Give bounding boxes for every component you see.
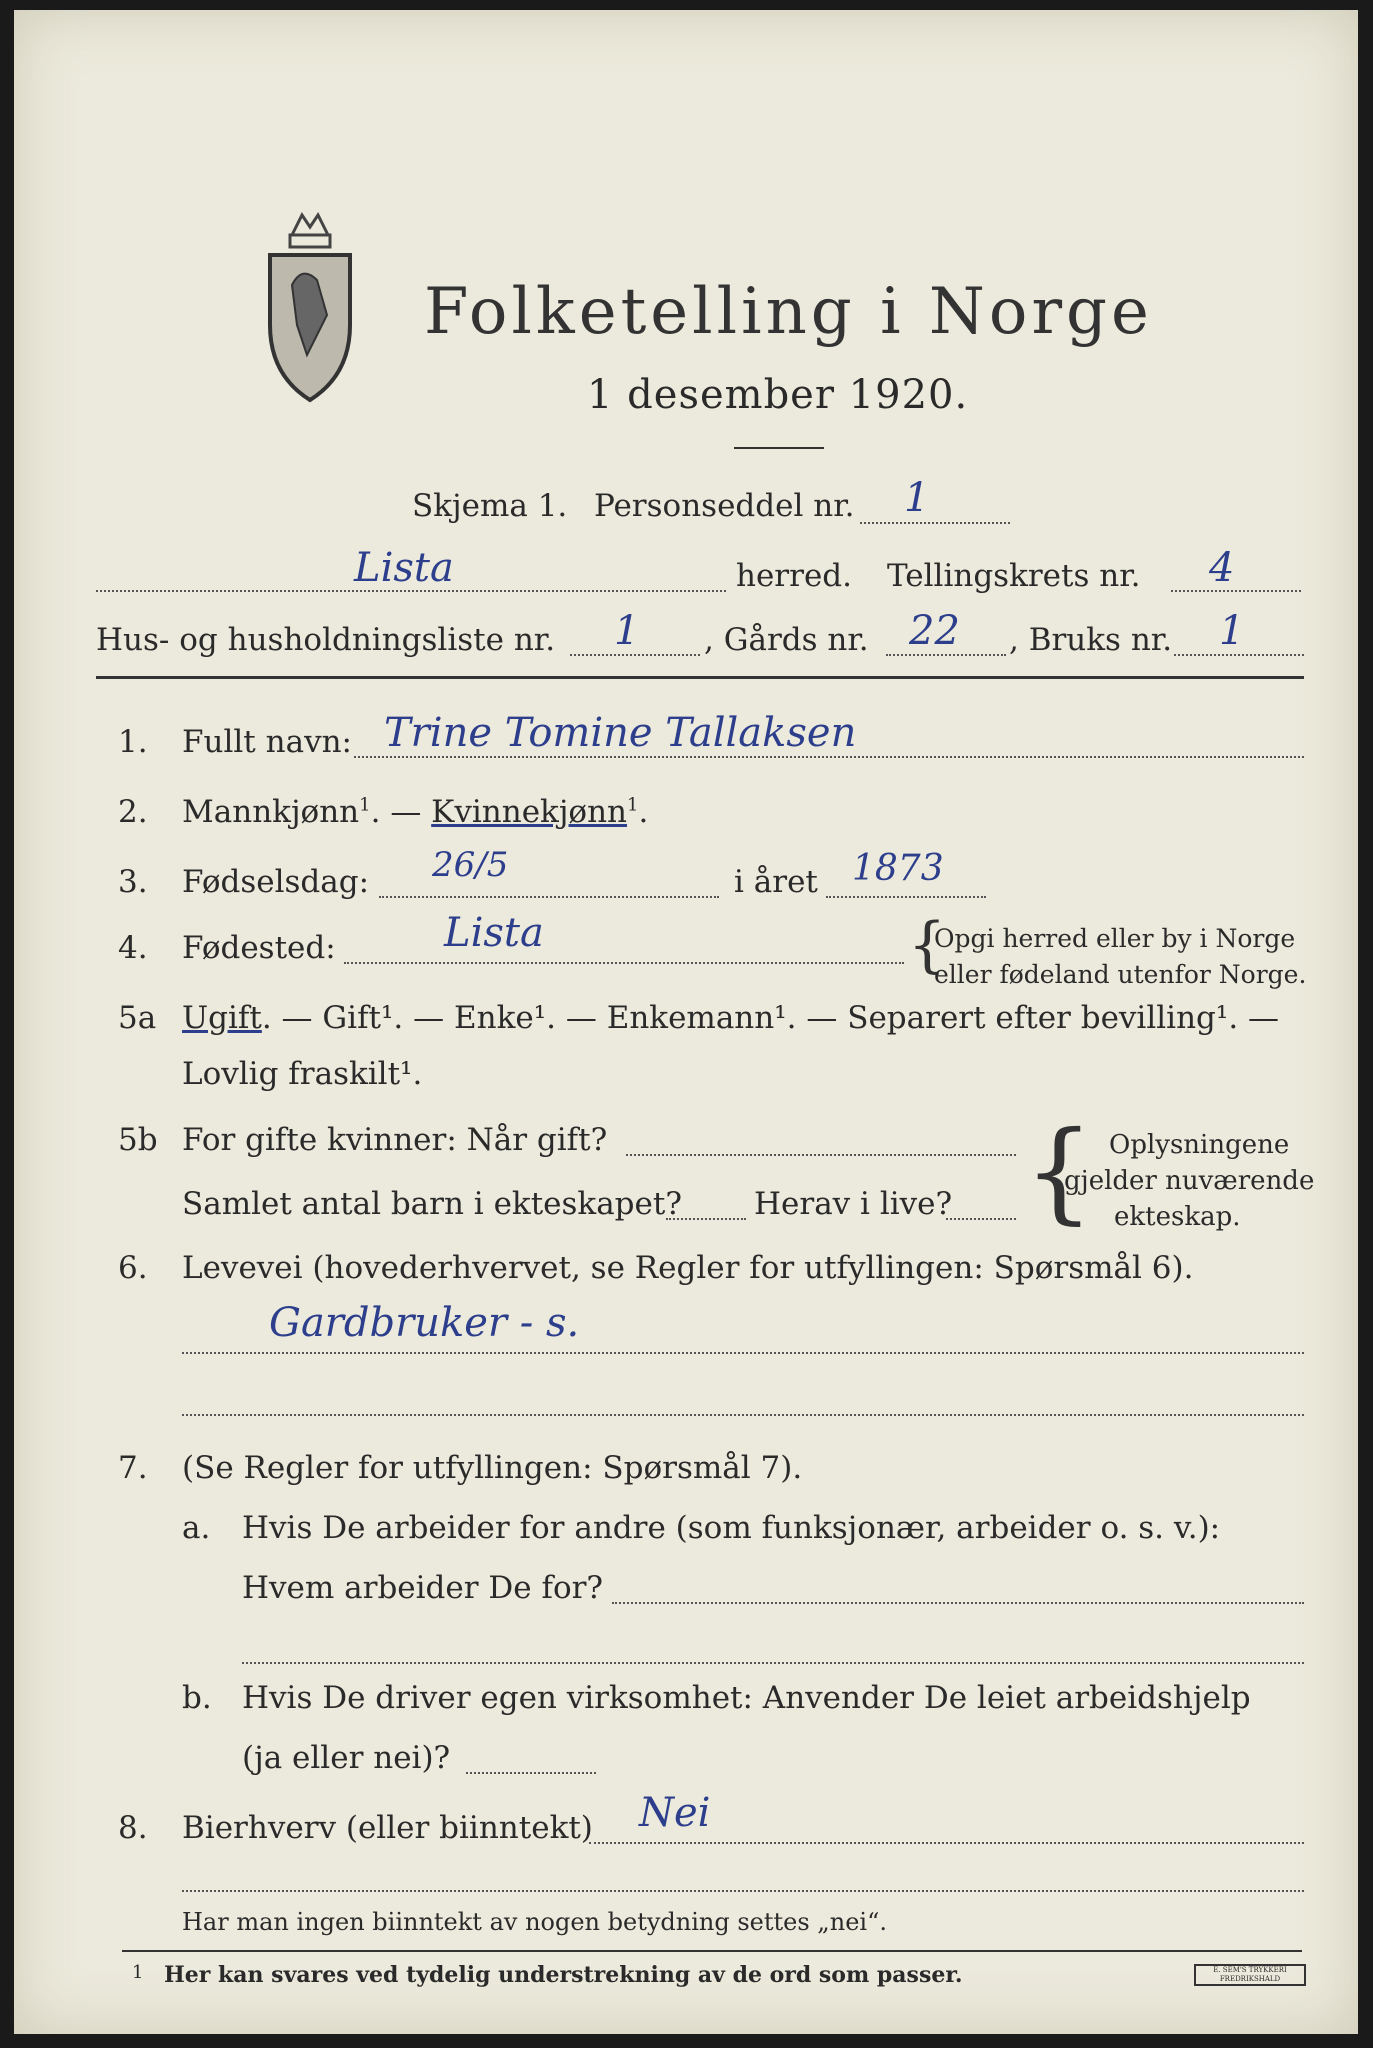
- footer-note: Har man ingen biinntekt av nogen betydning settes „nei“.: [182, 1908, 887, 1936]
- herred-label: herred.: [736, 558, 852, 594]
- q5a-ugift[interactable]: Ugift: [182, 1000, 262, 1036]
- footnote: Her kan svares ved tydelig understrekning av de ord som passer.: [164, 1962, 963, 1988]
- q7a-letter: a.: [182, 1510, 211, 1546]
- q1-label: Fullt navn:: [182, 724, 352, 760]
- q2-female[interactable]: Kvinnekjønn: [431, 794, 628, 830]
- q5b-children-label: Samlet antal barn i ekteskapet?: [182, 1186, 682, 1222]
- schema-label: Skjema 1.: [412, 488, 568, 524]
- personseddel-dots: [860, 522, 1010, 524]
- q5b-brace: {: [1024, 1107, 1094, 1235]
- q7a-line1: Hvis De arbeider for andre (som funksjonær, arbeider o. s. v.):: [242, 1510, 1221, 1546]
- q5a-number: 5a: [118, 1000, 157, 1036]
- herred-value[interactable]: Lista: [354, 545, 454, 591]
- q4-dots: [344, 962, 904, 964]
- tellingskrets-label: Tellingskrets nr.: [887, 558, 1141, 594]
- coat-of-arms-icon: [262, 205, 358, 405]
- q6-dots-1: [182, 1352, 1304, 1354]
- q8-side-income[interactable]: Nei: [639, 1790, 711, 1836]
- q6-dots-2: [182, 1414, 1304, 1416]
- printer-stamp: E. SEM'S TRYKKERI FREDRIKSHALD: [1194, 1964, 1306, 1986]
- q2-gender-line: Mannkjønn$^1$. — Kvinnekjønn$^1$.: [182, 794, 649, 830]
- hus-value[interactable]: 1: [614, 608, 640, 654]
- q6-occupation[interactable]: Gardbruker - s.: [269, 1300, 580, 1346]
- q4-brace: {: [908, 910, 947, 980]
- q5b-alive-dots: [946, 1218, 1016, 1220]
- title-divider: [734, 447, 824, 449]
- gards-value[interactable]: 22: [909, 608, 960, 654]
- q8-label: Bierhverv (eller biinntekt): [182, 1810, 593, 1846]
- bruks-value[interactable]: 1: [1219, 608, 1245, 654]
- q5b-note-3: ekteskap.: [1114, 1202, 1241, 1232]
- q5b-number: 5b: [118, 1122, 158, 1158]
- q5a-status-line: Ugift. — Gift¹. — Enke¹. — Enkemann¹. — Separert efter bevilling¹. —: [182, 1000, 1280, 1036]
- q2-male[interactable]: Mannkjønn: [182, 794, 360, 830]
- q3-label: Fødselsdag:: [182, 864, 370, 900]
- personseddel-value[interactable]: 1: [904, 475, 930, 521]
- gards-label: , Gårds nr.: [704, 622, 869, 658]
- q5b-alive-label: Herav i live?: [754, 1186, 953, 1222]
- q3-birth-year[interactable]: 1873: [852, 848, 944, 889]
- q8-dots-1: [589, 1842, 1304, 1844]
- footnote-number: 1: [132, 1962, 144, 1983]
- q3-year-dots: [826, 896, 986, 898]
- footer-rule: [122, 1950, 1302, 1952]
- q8-dots-2: [182, 1890, 1304, 1892]
- hus-dots: [570, 654, 700, 656]
- q3-dots: [379, 896, 719, 898]
- q5b-line1: For gifte kvinner: Når gift?: [182, 1122, 608, 1158]
- tellingskrets-dots: [1171, 590, 1301, 592]
- q7-label: (Se Regler for utfyllingen: Spørsmål 7).: [182, 1450, 803, 1486]
- q8-number: 8.: [118, 1810, 148, 1846]
- personseddel-label: Personseddel nr.: [594, 488, 855, 524]
- bruks-label: , Bruks nr.: [1009, 622, 1173, 658]
- q3-number: 3.: [118, 864, 148, 900]
- q1-full-name[interactable]: Trine Tomine Tallaksen: [384, 710, 857, 756]
- form-date: 1 desember 1920.: [587, 372, 969, 418]
- gards-dots: [886, 654, 1006, 656]
- q5b-note-1: Oplysningene: [1109, 1130, 1290, 1160]
- form-title: Folketelling i Norge: [424, 275, 1153, 349]
- q7-number: 7.: [118, 1450, 148, 1486]
- tellingskrets-value[interactable]: 4: [1209, 545, 1235, 591]
- q7b-line1: Hvis De driver egen virksomhet: Anvender De leiet arbeidshjelp: [242, 1680, 1251, 1716]
- q4-label: Fødested:: [182, 930, 336, 966]
- q5b-children-dots: [666, 1218, 746, 1220]
- q5a-line2: Lovlig fraskilt¹.: [182, 1056, 423, 1092]
- q7a-line2: Hvem arbeider De for?: [242, 1570, 604, 1606]
- q6-label: Levevei (hovederhvervet, se Regler for utfyllingen: Spørsmål 6).: [182, 1250, 1194, 1286]
- census-form: [14, 10, 1358, 2034]
- header-rule: [96, 676, 1304, 679]
- q7b-letter: b.: [182, 1680, 212, 1716]
- q4-birthplace[interactable]: Lista: [444, 910, 544, 956]
- bruks-dots: [1174, 654, 1304, 656]
- q7b-line2: (ja eller nei)?: [242, 1740, 451, 1776]
- q4-note-1: Opgi herred eller by i Norge: [934, 924, 1296, 953]
- q1-dots: [354, 756, 1304, 758]
- q2-number: 2.: [118, 794, 148, 830]
- q1-number: 1.: [118, 724, 148, 760]
- q7a-dots-2: [242, 1662, 1304, 1664]
- q3-birthday[interactable]: 26/5: [432, 845, 509, 885]
- q4-note-2: eller fødeland utenfor Norge.: [934, 960, 1307, 989]
- q7a-dots-1: [612, 1602, 1304, 1604]
- q5b-married-dots: [626, 1154, 1016, 1156]
- q3-year-label: i året: [734, 864, 818, 900]
- q5b-note-2: gjelder nuværende: [1064, 1166, 1315, 1196]
- q4-number: 4.: [118, 930, 148, 966]
- hus-label: Hus- og husholdningsliste nr.: [96, 622, 556, 658]
- q7b-dots: [466, 1772, 596, 1774]
- q6-number: 6.: [118, 1250, 148, 1286]
